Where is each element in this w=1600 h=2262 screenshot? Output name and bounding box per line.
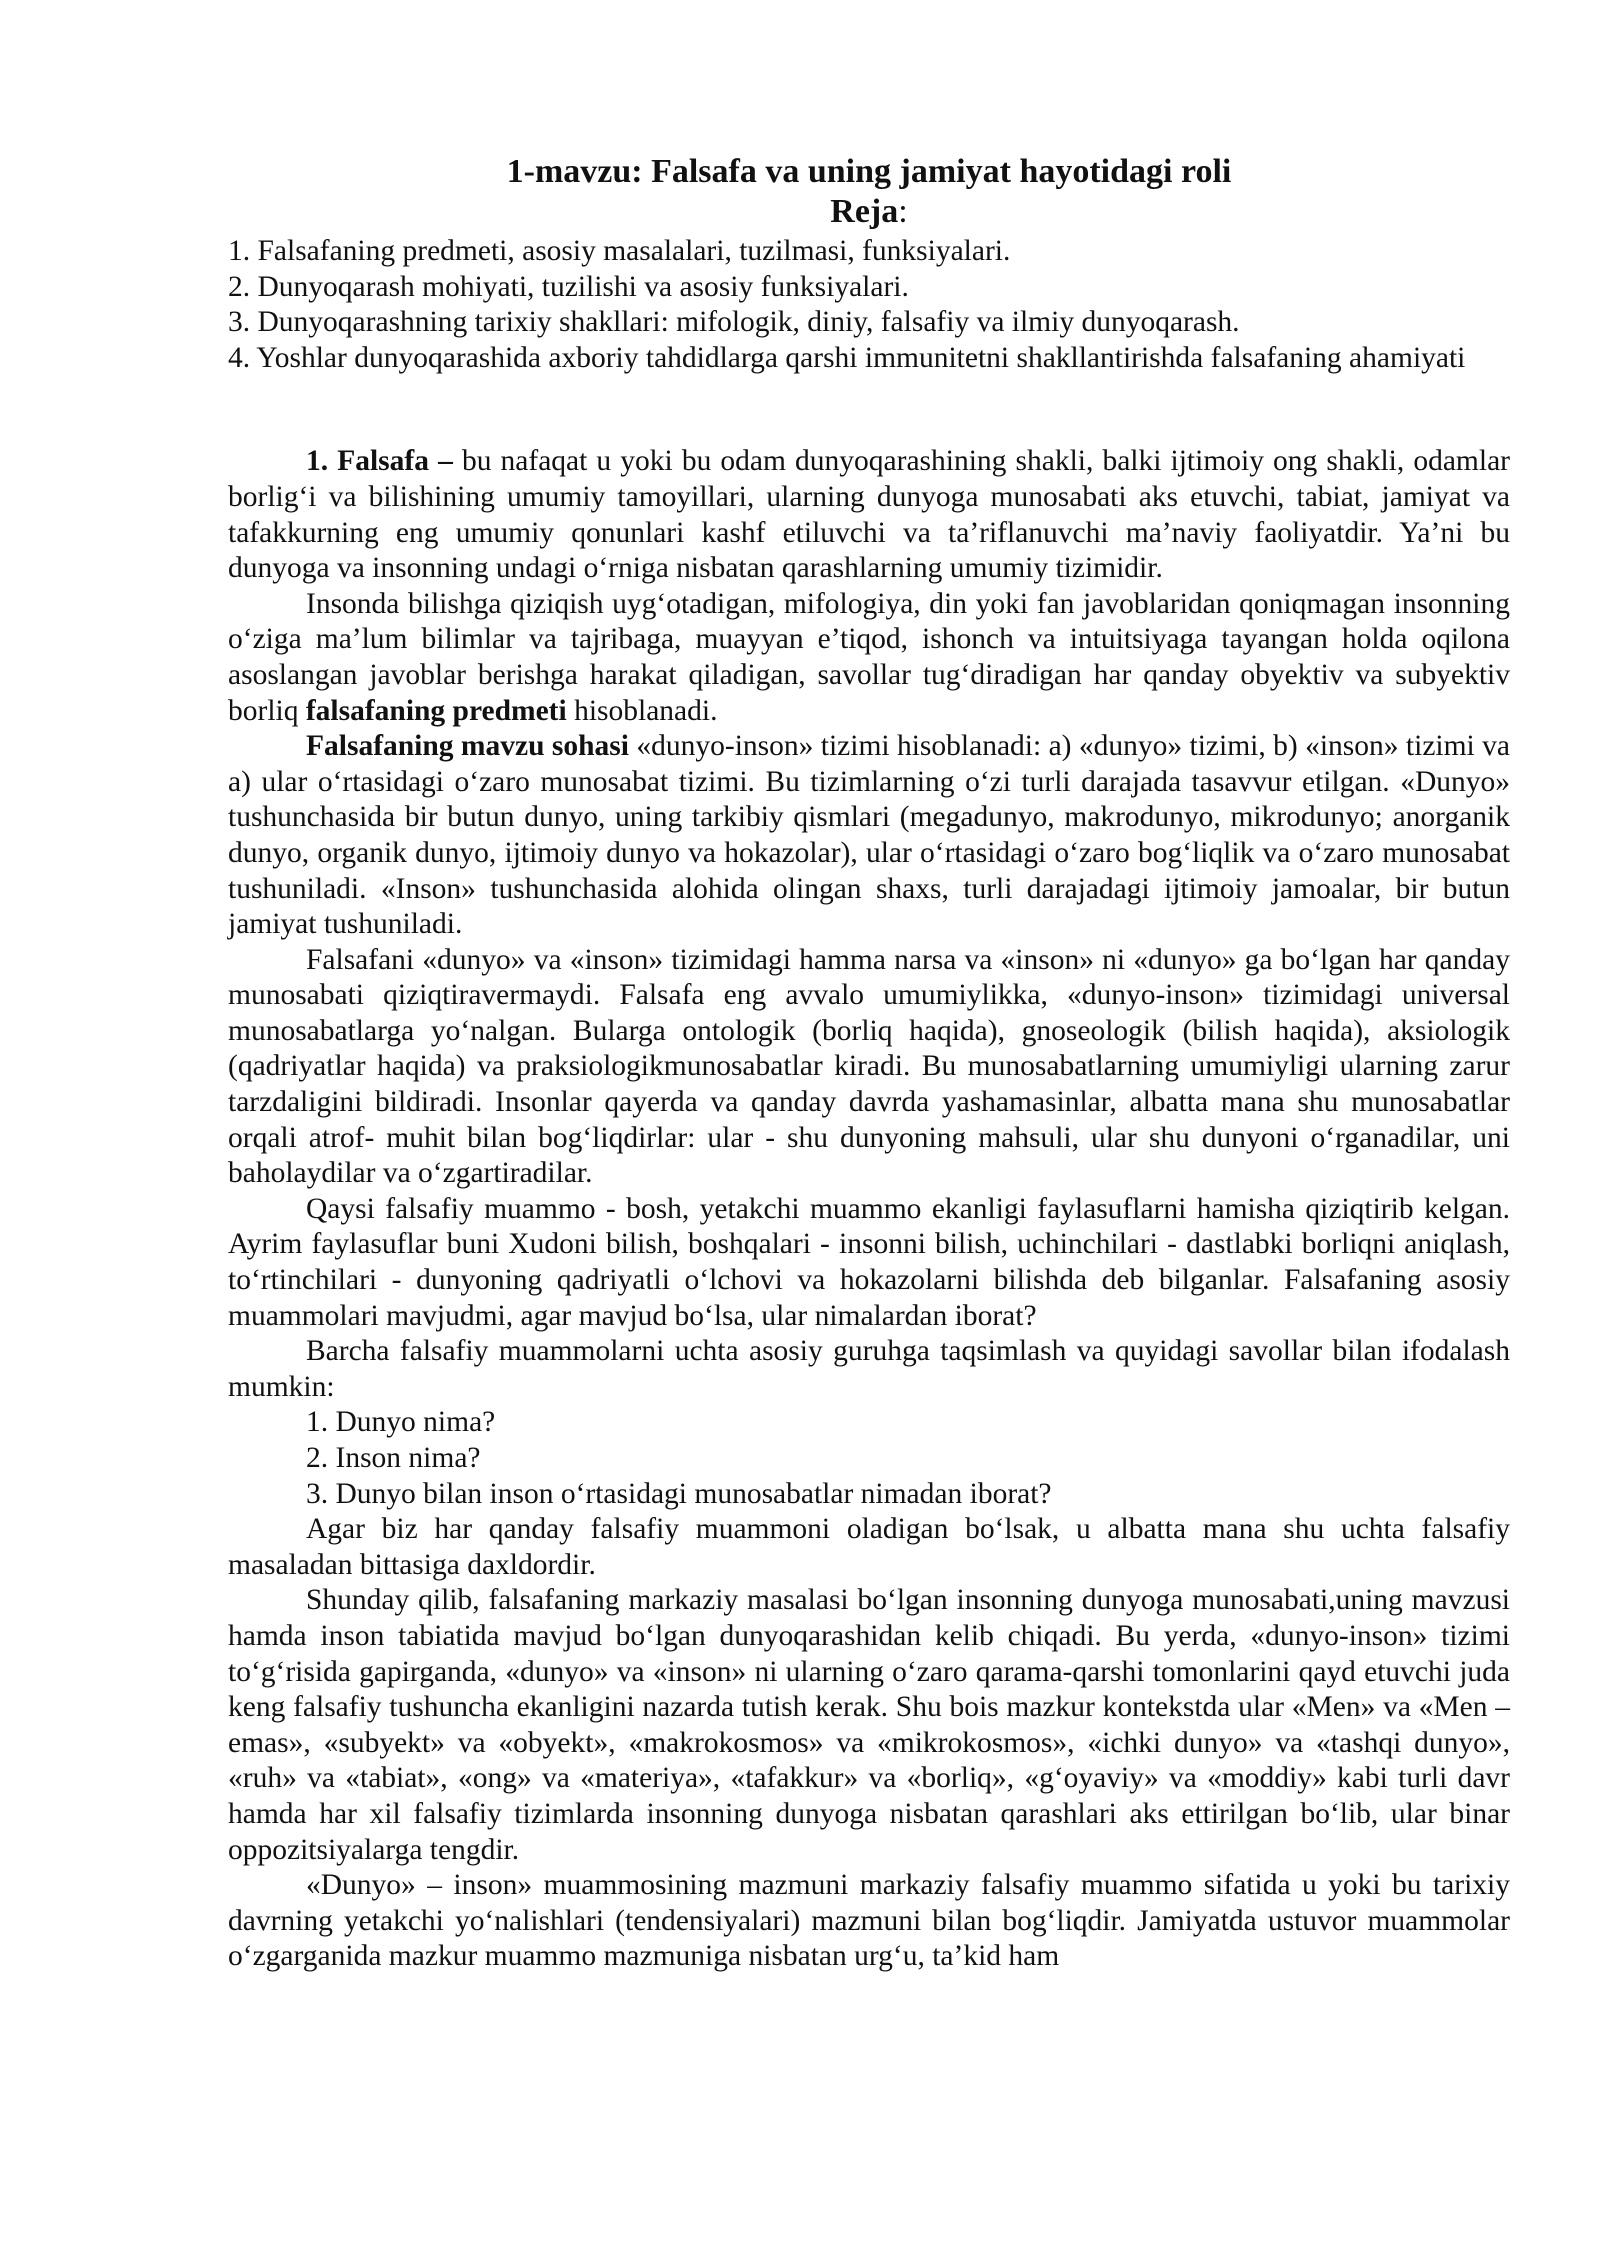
paragraph-1-text: bu nafaqat u yoki bu odam dunyoqarashining shakli, balki ijtimoiy ong shakli, odamlar borlig‘i va bilishining umumiy tamoyillari, ularning dunyoga munosabati aks etuvchi, tabiat, jamiyat va tafakkurning eng umumiy qonunlari kashf etiluvchi va ta’riflanuvchi ma’naviy faoliyatdir. Ya’ni bu dunyoga va insonning undagi o‘rniga nisbatan qarashlarning umumiy tizimidir. xyxy=(228,445,1510,585)
paragraph-8: Shunday qilib, falsafaning markaziy masalasi bo‘lgan insonning dunyoga munosabati,uning mavzusi hamda inson tabiatida mavjud bo‘lgan dunyoqarashidan kelib chiqadi. Bu yerda, «dunyo-inson» tizimi to‘g‘risida gapirganda, «dunyo» va «inson» ni ularning o‘zaro qarama-qarshi tomonlarini qayd etuvchi juda keng falsafiy tushuncha ekanligini nazarda tutish kerak. Shu bois mazkur kontekstda ular «Men» va «Men – emas», «subyekt» va «obyekt», «makrokosmos» va «mikrokosmos», «ichki dunyo» va «tashqi dunyo», «ruh» va «tabiat», «ong» va «materiya», «tafakkur» va «borliq», «g‘oyaviy» va «moddiy» kabi turli davr hamda har xil falsafiy tizimlarda insonning dunyoga nisbatan qarashlari aks ettirilgan bo‘lib, ular binar oppozitsiyalarga tengdir. xyxy=(228,1584,1510,1866)
paragraph-2 xyxy=(228,587,1510,729)
paragraph-2-text: Insonda bilishga qiziqish uyg‘otadigan, mifologiya, din yoki fan javoblaridan qoniqmagan insonning o‘ziga ma’lum bilimlar va tajribaga, muayyan e’tiqod, ishonch va intuitsiyaga tayangan holda oqilona asoslangan javoblar berishga harakat qiladigan, savollar tug‘diradigan har qanday obyektiv va subyektiv borliq xyxy=(228,587,1510,727)
paragraph-3-bold: Falsafaning mavzu sohasi xyxy=(306,730,629,763)
plan-heading-text: Reja xyxy=(830,193,899,230)
page-title: 1-mavzu: Falsafa va uning jamiyat hayotidagi roli xyxy=(506,153,1232,190)
paragraph-4: Falsafani «dunyo» va «inson» tizimidagi hamma narsa va «inson» ni «dunyo» ga bo‘lgan har qanday munosabati qiziqtiravermaydi. Falsafa eng avvalo umumiylikka, «dunyo-inson» tizimidagi universal munosabatlarga yo‘nalgan. Bularga ontologik (borliq haqida), gnoseologik (bilish haqida), aksiologik (qadriyatlar haqida) va praksiologikmunosabatlar kiradi. Bu munosabatlarning umumiyligi ularning zarur tarzdaligini bildiradi. Insonlar qayerda va qanday davrda yashamasinlar, albatta mana shu munosabatlar orqali atrof- muhit bilan bog‘liqdirlar: ular - shu dunyoning mahsuli, ular shu dunyoni o‘rganadilar, uni baholaydilar va o‘zgartiradilar. xyxy=(228,943,1510,1190)
plan-item-3: 3. Dunyoqarashning tarixiy shakllari: mifologik, diniy, falsafiy va ilmiy dunyoqarash. xyxy=(228,306,1240,339)
section-gap xyxy=(228,376,1510,444)
question-item-1: 1. Dunyo nima? xyxy=(306,1406,496,1439)
question-item-3: 3. Dunyo bilan inson o‘rtasidagi munosabatlar nimadan iborat? xyxy=(306,1477,1052,1510)
document-page xyxy=(228,152,1510,1975)
plan-heading-colon: : xyxy=(898,193,908,230)
plan-item-2: 2. Dunyoqarash mohiyati, tuzilishi va asosiy funksiyalari. xyxy=(228,270,909,303)
paragraph-9: «Dunyo» – inson» muammosining mazmuni markaziy falsafiy muammo sifatida u yoki bu tarixiy davrning yetakchi yo‘nalishlari (tendensiyalari) mazmuni bilan bog‘liqdir. Jamiyatda ustuvor muammolar o‘zgarganida mazkur muammo mazmuniga nisbatan urg‘u, ta’kid ham xyxy=(228,1869,1510,1973)
plan-heading xyxy=(228,192,1510,232)
paragraph-2-end: hisoblanadi. xyxy=(566,694,718,727)
paragraph-3-text: «dunyo-inson» tizimi hisoblanadi: a) «dunyo» tizimi, b) «inson» tizimi va a) ular o‘rtasidagi o‘zaro munosabat tizimi. Bu tizimlarning o‘zi turli darajada tasavvur etilgan. «Dunyo» tushunchasida bir butun dunyo, uning tarkibiy qismlari (megadunyo, makrodunyo, mikrodunyo; anorganik dunyo, organik dunyo, ijtimoiy dunyo va hokazolar), ular o‘rtasidagi o‘zaro bog‘liqlik va o‘zaro munosabat tushuniladi. «Inson» tushunchasida alohida olingan shaxs, turli darajadagi ijtimoiy jamoalar, bir butun jamiyat tushuniladi. xyxy=(228,730,1510,941)
plan-item-4: 4. Yoshlar dunyoqarashida axboriy tahdidlarga qarshi immunitetni shakllantirishda falsafaning ahamiyati xyxy=(228,341,1466,374)
paragraph-7: Agar biz har qanday falsafiy muammoni oladigan bo‘lsak, u albatta mana shu uchta falsafiy masaladan bittasiga daxldordir. xyxy=(228,1513,1510,1581)
paragraph-1 xyxy=(228,444,1510,586)
paragraph-6: Barcha falsafiy muammolarni uchta asosiy guruhga taqsimlash va quyidagi savollar bilan ifodalash mumkin: xyxy=(228,1335,1510,1403)
plan-item-1: 1. Falsafaning predmeti, asosiy masalalari, tuzilmasi, funksiyalari. xyxy=(228,235,1011,267)
paragraph-2-bold: falsafaning predmeti xyxy=(305,694,567,727)
paragraph-3 xyxy=(228,729,1510,943)
question-item-2: 2. Inson nima? xyxy=(306,1442,481,1474)
paragraph-5: Qaysi falsafiy muammo - bosh, yetakchi muammo ekanligi faylasuflarni hamisha qiziqtirib kelgan. Ayrim faylasuflar buni Xudoni bilish, boshqalari - insonni bilish, uchinchilari - dastlabki borliqni aniqlash, to‘rtinchilari - dunyoning qadriyatli o‘lchovi va hokazolarni bilishda deb bilganlar. Falsafaning asosiy muammolari mavjudmi, agar mavjud bo‘lsa, ular nimalardan iborat? xyxy=(228,1192,1510,1332)
paragraph-1-bold: 1. Falsafa – xyxy=(306,445,453,478)
